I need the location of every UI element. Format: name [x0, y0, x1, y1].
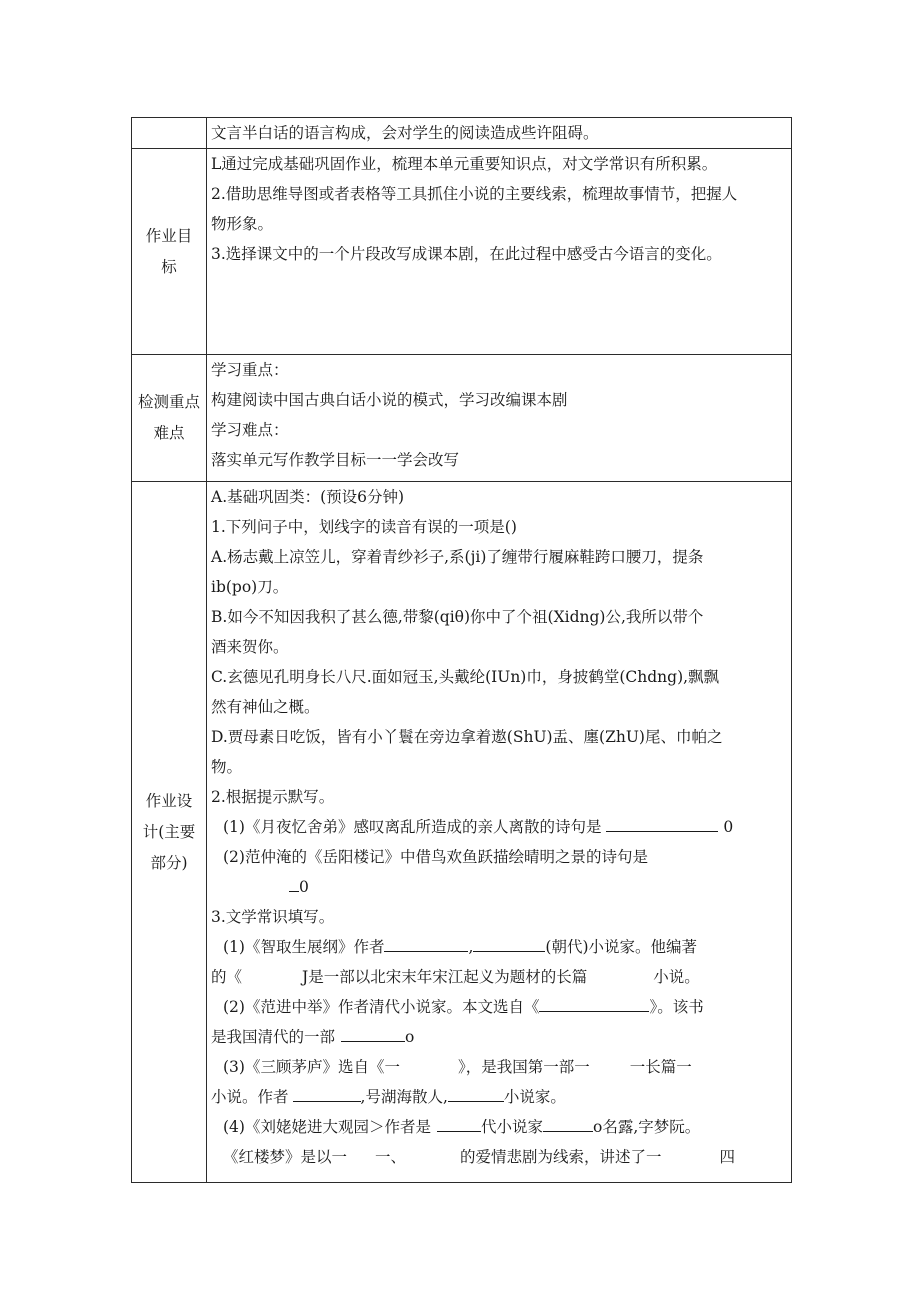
- option-b: B.如今不知因我积了甚么德,带黎(qiθ)你中了个祖(Xidng)公,我所以带个: [211, 608, 704, 626]
- label-cell-empty: [132, 118, 207, 149]
- design-cell: [207, 482, 792, 1183]
- table-row-language: [132, 118, 792, 149]
- table-row-goals: [132, 149, 792, 355]
- answer-blank[interactable]: [448, 1084, 504, 1102]
- option-b-cont: 酒来贺你。: [211, 638, 289, 656]
- question-3-item-2: (2)《范进中举》作者清代小说家。本文选自《 》。该书: [211, 992, 789, 1022]
- option-c-cont: 然有神仙之概。: [211, 698, 320, 716]
- table-row-focus: [132, 355, 792, 482]
- question-3-item-5: 《红楼梦》是以一 一、 的爱情悲剧为线索，讲述了一 四: [223, 1148, 736, 1166]
- section-a-heading: A.基础巩固类：(预设6分钟): [211, 488, 405, 506]
- question-2-item-2: (2)范仲淹的《岳阳楼记》中借鸟欢鱼跃描绘晴明之景的诗句是: [223, 848, 648, 866]
- answer-blank[interactable]: [473, 934, 545, 952]
- question-3: 3.文学常识填写。: [211, 908, 335, 926]
- question-2-item-2-blank: 0: [211, 872, 789, 902]
- question-2: 2.根据提示默写。: [211, 788, 335, 806]
- option-c: C.玄德见孔明身长八尺.面如冠玉,头戴纶(IUn)巾，身披鹤堂(Chdng),飘飘: [211, 668, 720, 686]
- answer-blank[interactable]: [437, 1114, 481, 1132]
- goal-1: L通过完成基础巩固作业，梳理本单元重要知识点，对文学常识有所积累。: [211, 155, 718, 173]
- question-3-item-3-cont: 小说。作者 ,号湖海散人, 小说家。: [211, 1082, 789, 1112]
- question-3-item-3: (3)《三顾茅庐》选自《一 》，是我国第一部一 一长篇一: [223, 1058, 692, 1076]
- question-2-item-1: (1)《月夜忆舍弟》感叹离乱所造成的亲人离散的诗句是 0: [211, 812, 789, 842]
- language-cell: [207, 118, 792, 149]
- language-note: 文言半白话的语言构成，会对学生的阅读造成些许阻碍。: [211, 124, 599, 142]
- focus-key-text: 构建阅读中国古典白话小说的模式，学习改编课本剧: [211, 391, 568, 409]
- answer-blank[interactable]: [543, 1114, 593, 1132]
- focus-label: 检测重点 难点: [132, 355, 207, 482]
- question-3-item-2-cont: 是我国清代的一部 o: [211, 1022, 789, 1052]
- goal-2-cont: 物形象。: [211, 215, 274, 233]
- answer-blank[interactable]: [384, 934, 468, 952]
- answer-blank[interactable]: [293, 1084, 361, 1102]
- homework-table: [131, 117, 792, 1183]
- goals-cell: [207, 149, 792, 355]
- focus-difficulty-text: 落实单元写作教学目标一一学会改写: [211, 451, 460, 469]
- question-3-item-4: (4)《刘姥姥进大观园＞作者是 代小说家 o名露,字梦阮。: [211, 1112, 789, 1142]
- option-d: D.贾母素日吃饭，皆有小丫鬟在旁边拿着遨(ShU)盂、廛(ZhU)尾、巾帕之: [211, 728, 723, 746]
- question-3-item-1: (1)《智取生展纲》作者 , (朝代)小说家。他编著: [211, 932, 789, 962]
- option-d-cont: 物。: [211, 758, 243, 776]
- option-a: A.杨志戴上凉笠儿，穿着青纱衫子,系(ji)了缠带行履麻鞋跨口腰刀，提条: [211, 548, 704, 566]
- answer-blank[interactable]: [606, 814, 718, 832]
- answer-blank[interactable]: [539, 994, 649, 1012]
- goal-2: 2.借助思维导图或者表格等工具抓住小说的主要线索，梳理故事情节，把握人: [211, 185, 738, 203]
- question-3-item-1-cont: 的《 J是一部以北宋末年宋江起义为题材的长篇 小说。: [211, 968, 700, 986]
- goals-label: 作业目 标: [132, 149, 207, 355]
- option-a-cont: ib(po)刀。: [211, 578, 289, 596]
- answer-blank[interactable]: [289, 874, 299, 892]
- question-1: 1.下列问子中，划线字的读音有误的一项是(): [211, 518, 517, 536]
- design-label: 作业设 计(主要 部分): [132, 482, 207, 1183]
- focus-difficulty-heading: 学习难点：: [211, 421, 289, 439]
- table-row-design: [132, 482, 792, 1183]
- goal-3: 3.选择课文中的一个片段改写成课本剧，在此过程中感受古今语言的变化。: [211, 245, 722, 263]
- focus-cell: [207, 355, 792, 482]
- answer-blank[interactable]: [341, 1024, 405, 1042]
- focus-key-heading: 学习重点：: [211, 361, 289, 379]
